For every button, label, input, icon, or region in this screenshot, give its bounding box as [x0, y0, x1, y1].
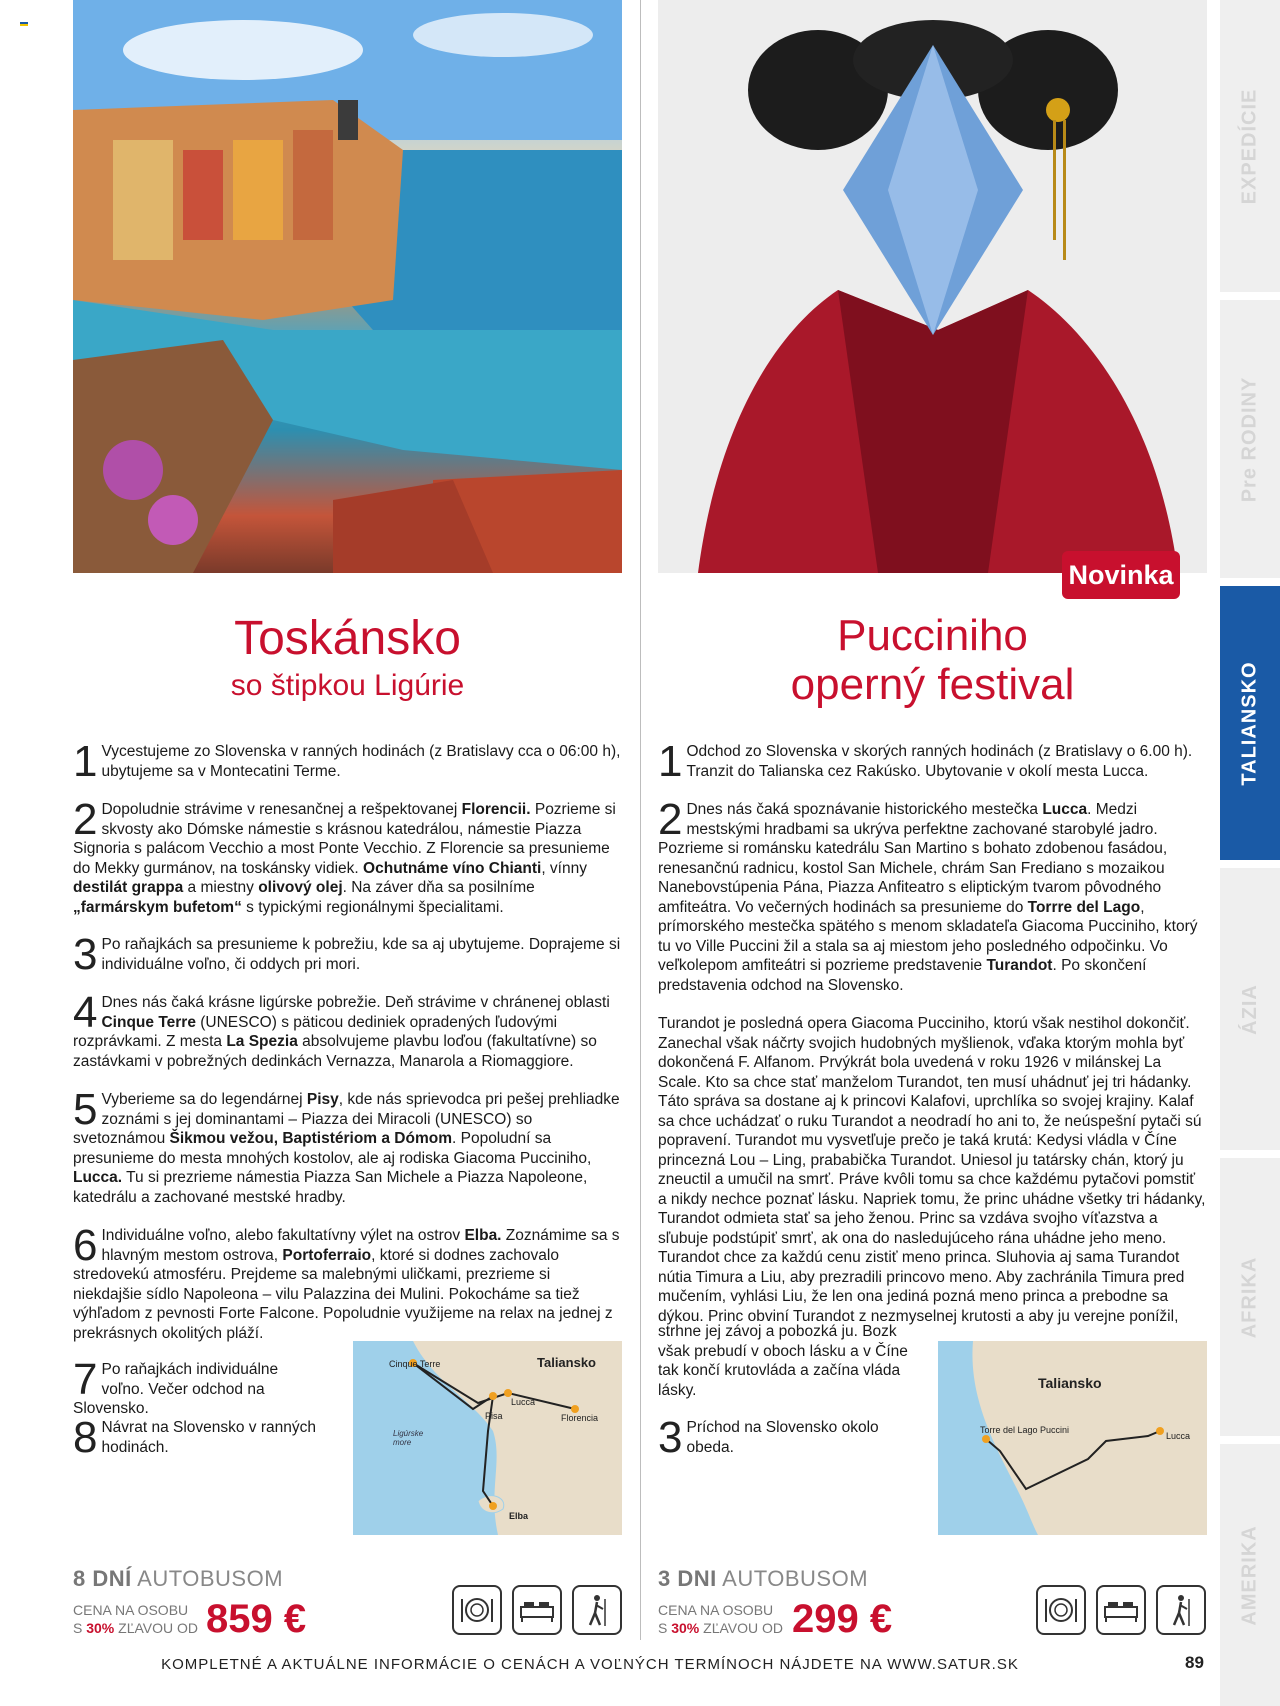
map-place-label: Lucca [511, 1397, 536, 1407]
duration-days: 8 DNÍ [73, 1566, 132, 1591]
tab-label: TALIANSKO [1238, 660, 1261, 786]
day-number: 3 [73, 930, 98, 979]
day-number: 4 [73, 988, 98, 1037]
itinerary-day [73, 1413, 323, 1462]
left-title: Toskánsko [234, 612, 461, 665]
day-text: Dnes nás čaká krásne ligúrske pobrežie. Deň strávime v chránenej oblasti Cinque Terre (UNESCO) s päticou dediniek opradených ľudovými rozprávkami. Z mesta La Spezia absolvujeme plavbu loďou (fakultatívne) so zastávkami v pobrežných dedinkách Vernazza, Manarola a Riomaggiore. [73, 994, 610, 1070]
day-number: 1 [658, 737, 683, 786]
map-place-label: Pisa [485, 1411, 503, 1421]
page-number: 89 [1185, 1653, 1204, 1672]
duration-mode: AUTOBUSOM [137, 1566, 284, 1591]
price-label-suffix: ZĽAVOU OD [118, 1620, 199, 1636]
right-title: Pucciniho [837, 611, 1028, 660]
tab-label: ÁZIA [1238, 983, 1261, 1035]
turandot-photo [658, 0, 1207, 573]
map-place-label: Torre del Lago Puccini [980, 1425, 1070, 1435]
day-number: 2 [658, 795, 683, 844]
day-text: Dopoludnie strávime v renesančnej a rešpektovanej Florencii. Pozrieme si skvosty ako Dómske námestie s krásnou katedrálou, námestie Piazza Signoria s palácom Vecchio a most Ponte Vecchio. Z Florencie sa presunieme do Mekky gurmánov, na toskánsky vidiek. Ochutnáme víno Chianti, vínny destilát grappa a miestny olivový olej. Na záver dňa sa posilníme „farmárskym bufetom“ s typickými regionálnymi špecialitami. [73, 801, 616, 916]
day-number: 3 [658, 1413, 683, 1462]
price: 299 € [792, 1597, 893, 1641]
opera-story-tail: strhne jej závoj a pobozká ju. Bozk však prebudí v oboch lásku a v Číne tak končí krutovláda a začína vláda lásky. [658, 1323, 908, 1399]
tab-label: AMERIKA [1238, 1524, 1261, 1626]
day-text: Po raňajkách sa presunieme k pobrežiu, kde sa aj ubytujeme. Doprajeme si individuálne voľno, či oddych pri mori. [101, 936, 621, 973]
amenities-icons [452, 1585, 622, 1635]
price-label-line: CENA NA OSOBU [73, 1602, 189, 1618]
duration-days: 3 DNI [658, 1566, 717, 1591]
route-map-lucca [938, 1341, 1207, 1535]
side-navigation [1220, 0, 1280, 1706]
itinerary-day [658, 1413, 908, 1462]
bed-icon [1096, 1585, 1146, 1635]
map-place-label: Lucca [1166, 1431, 1191, 1441]
day-number: 8 [73, 1413, 98, 1462]
route-map-tuscany [353, 1341, 622, 1535]
map-country-label: Taliansko [1038, 1375, 1102, 1391]
day-text: Návrat na Slovensko v ranných hodinách. [101, 1419, 317, 1456]
tab-label: Pre RODINY [1238, 376, 1261, 502]
tab-amerika[interactable] [1220, 1444, 1280, 1706]
price-label [73, 1601, 198, 1637]
column-divider [640, 0, 641, 1640]
price: 859 € [206, 1597, 307, 1641]
price-label-line: CENA NA OSOBU [658, 1602, 774, 1618]
amenities-icons [1036, 1585, 1206, 1635]
meal-icon [452, 1585, 502, 1635]
price-label-suffix: ZĽAVOU OD [703, 1620, 784, 1636]
day-number: 5 [73, 1085, 98, 1134]
tab-taliansko[interactable] [1220, 586, 1280, 860]
price-label-prefix: S [658, 1620, 668, 1636]
day-text: Vyberieme sa do legendárnej Pisy, kde nás sprievodca pri pešej prehliadke zoznámi s jej dominantami – Piazza dei Miracoli (UNESCO) so svetoznámou Šikmou vežou, Baptistériom a Dómom. Popoludní sa presunieme do mesta mnohých kostolov, ale aj rodiska Giacoma Pucciniho, Lucca. Tu si prezrieme námestia Piazza San Michele a Piazza Napoleone, katedrálu a zachované mestské hradby. [73, 1091, 620, 1206]
itinerary-day [73, 1085, 623, 1207]
duration-mode: AUTOBUSOM [722, 1566, 869, 1591]
day-text: Odchod zo Slovenska v skorých ranných hodinách (z Bratislavy o 6.00 h). Tranzit do Talianska cez Rakúsko. Ubytovanie v okolí mesta Lucca. [686, 743, 1193, 780]
tab-expedicie[interactable] [1220, 0, 1280, 292]
price-label [658, 1601, 783, 1637]
map-place-label: Elba [509, 1511, 529, 1521]
trip-duration [73, 1566, 283, 1592]
day-text: Dnes nás čaká spoznávanie historického mestečka Lucca. Medzi mestskými hradbami sa ukrýva perfektne zachované starobylé jadro. Pozrieme si románsku katedrálu San Martino s bohato zdobenou fasádou, renesančnú radnicu, kostol San Michele, chrám San Frediano s mozaikou Nanebovstúpenia Pána, Piazza Anfiteatro s eliptickým tvarom pôvodného amfiteátra. Vo večerných hodinách sa presunieme do Torrre del Lago, prímorského mestečka spätého s menom skladateľa Giacoma Pucciniho, ktorý tu vo Ville Puccini žil a stala sa aj miestom jeho posledného odpočinku. Vo veľkolepom amfiteátri si pozrieme predstavenie Turandot. Po skončení predstavenia odchod na Slovensko. [658, 801, 1198, 994]
tab-label: AFRIKA [1238, 1256, 1261, 1338]
right-subtitle: operný festival [790, 660, 1075, 709]
itinerary-day [73, 1355, 323, 1419]
map-place-label: Florencia [561, 1413, 599, 1423]
day-text: Príchod na Slovensko okolo obeda. [686, 1419, 879, 1456]
itinerary-day [658, 795, 1208, 995]
discount-value: 30% [671, 1620, 700, 1636]
tab-label: EXPEDÍCIE [1238, 88, 1261, 204]
tab-pre-rodiny[interactable] [1220, 300, 1280, 578]
day-text: Po raňajkách individuálne voľno. Večer odchod na Slovensko. [73, 1361, 279, 1417]
price-discount-line [73, 1619, 198, 1637]
left-subtitle: so štipkou Ligúrie [230, 669, 465, 702]
itinerary-day [73, 737, 623, 786]
itinerary-day [658, 737, 1208, 786]
trip-duration [658, 1566, 868, 1592]
price-discount-line [658, 1619, 783, 1637]
bed-icon [512, 1585, 562, 1635]
day-number: 6 [73, 1221, 98, 1270]
opera-story: Turandot je posledná opera Giacoma Pucciniho, ktorú však nestihol dokončiť. Zanechal však náčrty svojich hudobných myšlienok, vďaka ktorým mohla byť dokončená F. Alfanom. Prvýkrát bola uvedená v roku 1926 v milánskej La Scale. Kto sa chce stať manželom Turandot, ten musí uhádnuť jej tri hádanky. Táto správa sa dostane aj k princovi Kalafovi, uprchlíka so svojej krajiny. Kalaf sa chce uchádzať o ruku Turandot a neodradí ho ani to, že neúspešní pytači sú popravení. Turandot mu vysvetľuje prečo je taká krutá: Kedysi vládla v Číne princezná Lou – Ling, prababička Turandot. Uniesol ju tatársky chán, ktorý ju zneuctil a umučil na smrť. Práve kvôli tomu sa chce každému pytačovi pomstiť a nikdy nechce poznať lásku. Napriek tomu, že princ uhádne všetky tri hádanky, Turandot odmieta stať sa jeho ženou. Princ sa vzdáva svojho víťazstva a sľubuje podstúpiť smrť, ak ona do nasledujúceho rána uhádne jeho meno. Turandot chce za každú cenu zistiť meno princa. Sluhovia aj sama Turandot nútia Timura a Liu, aby prezradili princovo meno. Aby zachránila Timura pred mučením, vyhlási Liu, že len ona jediná pozná meno princa a prebodne sa dýkou. Princ obviní Turandot z nezmyselnej krutosti a aby ju verejne ponížil, [658, 1015, 1206, 1325]
hiking-icon [1156, 1585, 1206, 1635]
footer-info: KOMPLETNÉ A AKTUÁLNE INFORMÁCIE O CENÁCH A VOĽNÝCH TERMÍNOCH NÁJDETE NA WWW.SATUR.SK [161, 1656, 1019, 1673]
map-sea-label: Ligúrske more [393, 1429, 424, 1447]
price-label-prefix: S [73, 1620, 83, 1636]
tab-azia[interactable] [1220, 868, 1280, 1150]
hiking-icon [572, 1585, 622, 1635]
itinerary-day [73, 988, 623, 1071]
language-flag-icon [20, 20, 28, 26]
meal-icon [1036, 1585, 1086, 1635]
discount-value: 30% [86, 1620, 115, 1636]
day-number: 1 [73, 737, 98, 786]
itinerary-day [73, 795, 623, 917]
day-number: 7 [73, 1355, 98, 1404]
day-text: Individuálne voľno, alebo fakultatívny výlet na ostrov Elba. Zoznámime sa s hlavným mestom ostrova, Portoferraio, ktoré si dodnes zachovalo stredovekú atmosféru. Prejdeme sa malebnými uličkami, prezrieme si niekdajšie sídlo Napoleona – vilu Palazzina dei Mulini. Pokocháme sa tiež výhľadom z pevnosti Forte Falcone. Popoludnie využijeme na relax na jednej z prekrásnych okolitých pláží. [73, 1227, 620, 1342]
tab-afrika[interactable] [1220, 1158, 1280, 1436]
day-number: 2 [73, 795, 98, 844]
new-badge: Novinka [1062, 551, 1180, 599]
itinerary-day [73, 930, 623, 979]
cinque-terre-photo [73, 0, 622, 573]
day-text: Vycestujeme zo Slovenska v ranných hodinách (z Bratislavy cca o 06:00 h), ubytujeme sa v Montecatini Terme. [101, 743, 621, 780]
itinerary-day [73, 1221, 623, 1343]
map-place-label: Cinque Terre [389, 1359, 441, 1369]
map-country-label: Taliansko [537, 1355, 597, 1370]
